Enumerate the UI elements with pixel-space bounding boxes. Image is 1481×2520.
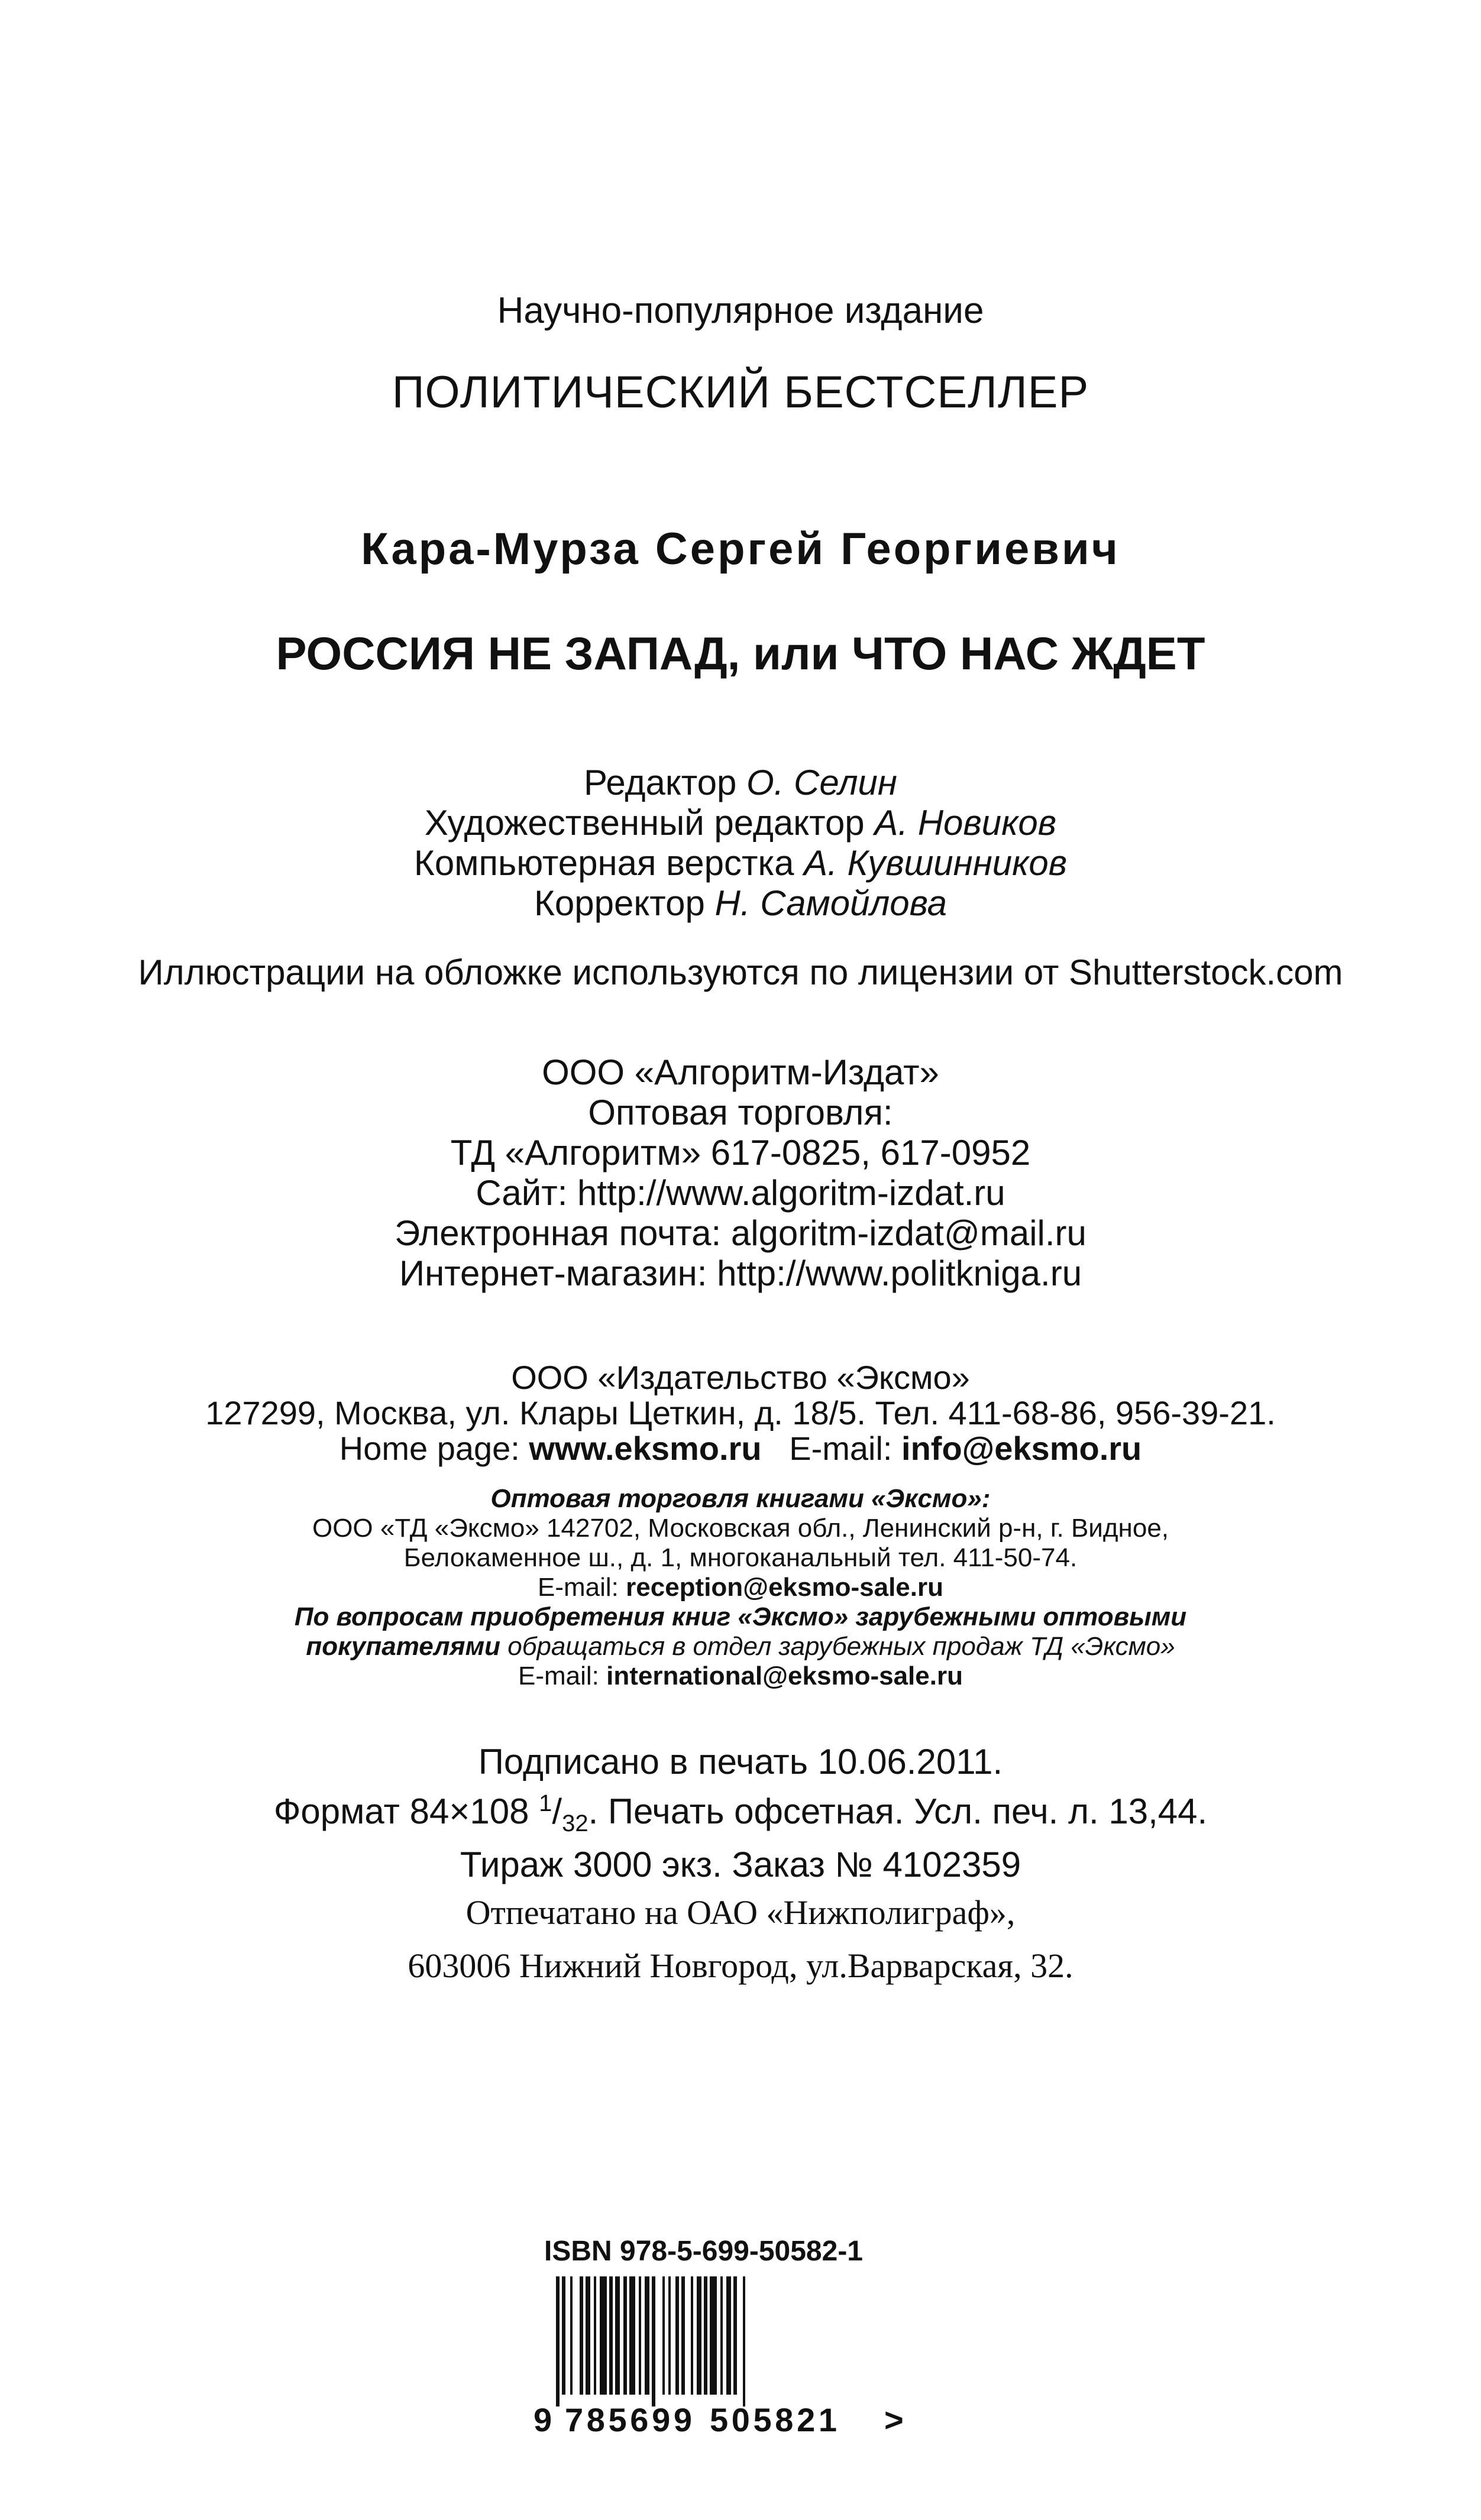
email-address: info@eksmo.ru [901, 1430, 1142, 1467]
barcode-bar [562, 2276, 565, 2395]
home-label: Home page: [339, 1430, 529, 1467]
email-address: international@eksmo-sale.ru [606, 1661, 963, 1690]
credit-person: А. Новиков [874, 803, 1057, 843]
fraction-den: 32 [562, 1810, 588, 1836]
foreign-email [0, 1661, 1481, 1691]
credit-person: А. Кувшинников [804, 843, 1068, 883]
home-url: www.eksmo.ru [529, 1430, 762, 1467]
credit-person: Н. Самойлова [714, 883, 948, 923]
signed-date: Подписано в печать 10.06.2011. [478, 1742, 1003, 1782]
printer-block [0, 1886, 1481, 1993]
algoritm-shop: Интернет-магазин: http://www.politkniga.ru [399, 1253, 1082, 1293]
barcode-end-marker: > [884, 2401, 904, 2436]
edition-type: Научно-популярное издание [497, 290, 984, 331]
algoritm-td: ТД «Алгоритм» 617-0825, 617-0952 [450, 1133, 1031, 1172]
barcode-bar [691, 2276, 693, 2395]
foreign-rest: обращаться в отдел зарубежных продаж ТД «Эксмо» [500, 1632, 1175, 1661]
foreign-block [0, 1602, 1481, 1691]
format-line: Формат 84×108 $^1/_{32}$. Печать офсетная. Усл. печ. л. 13,44. [273, 1790, 1208, 1836]
barcode-bar [594, 2276, 596, 2395]
email-label: E-mail: [518, 1661, 607, 1690]
eksmo-block [0, 1360, 1481, 1466]
algoritm-wholesale: Оптовая торговля: [588, 1093, 893, 1132]
barcode-bar [726, 2276, 731, 2395]
barcode-bar [629, 2276, 635, 2395]
barcode-bar [668, 2276, 671, 2395]
foreign-bold: покупателями [306, 1632, 500, 1661]
barcode-bar [600, 2276, 607, 2395]
algoritm-email: Электронная почта: algoritm-izdat@mail.ru [394, 1213, 1087, 1253]
trade-line-2: Белокаменное ш., д. 1, многоканальный тел. 411-50-74. [403, 1543, 1078, 1572]
author-name: Кара-Мурза Сергей Георгиевич [361, 524, 1120, 574]
credit-layout [0, 843, 1481, 883]
barcode-digit-first: 9 [533, 2401, 552, 2436]
credit-editor [0, 763, 1481, 803]
trade-block [0, 1484, 1481, 1602]
email-label: E-mail: [538, 1573, 626, 1602]
algoritm-site: Сайт: http://www.algoritm-izdat.ru [476, 1173, 1005, 1213]
credit-role: Редактор [584, 763, 737, 802]
print-run: Тираж 3000 экз. Заказ № 4102359 [460, 1845, 1021, 1884]
credit-person: О. Селин [746, 763, 897, 802]
credit-role: Художественный редактор [424, 803, 865, 843]
barcode-bar [570, 2276, 573, 2395]
barcode-icon [532, 2276, 911, 2436]
email-label: E-mail: [789, 1430, 902, 1467]
credit-role: Компьютерная верстка [413, 843, 794, 883]
credit-proofreader [0, 883, 1481, 924]
barcode [532, 2276, 911, 2436]
barcode-bar [662, 2276, 665, 2395]
printer-line-2: 603006 Нижний Новгород, ул.Варварская, 32. [408, 1946, 1073, 1985]
foreign-line-2 [0, 1632, 1481, 1661]
eksmo-company: ООО «Издательство «Эксмо» [511, 1359, 970, 1396]
algoritm-block [0, 1052, 1481, 1294]
barcode-bar [704, 2276, 707, 2395]
format-text-rest: . Печать офсетная. Усл. печ. л. 13,44. [588, 1792, 1208, 1831]
printer-line-1: Отпечатано на ОАО «Нижполиграф», [465, 1893, 1016, 1932]
barcode-bar [710, 2276, 717, 2395]
fraction-num: 1 [539, 1790, 552, 1816]
credits-block [0, 763, 1481, 924]
barcode-digits-right: 505821 [710, 2401, 837, 2436]
credit-role: Корректор [533, 883, 705, 923]
barcode-bar [681, 2276, 685, 2395]
book-title: РОССИЯ НЕ ЗАПАД, или ЧТО НАС ЖДЕТ [276, 627, 1205, 679]
series-title: ПОЛИТИЧЕСКИЙ БЕСТСЕЛЛЕР [392, 367, 1089, 417]
format-text: Формат 84×108 [273, 1792, 539, 1831]
barcode-bar [652, 2276, 655, 2406]
barcode-bar [743, 2276, 745, 2406]
illustrations-note: Иллюстрации на обложке используются по лицензии от Shutterstock.com [138, 953, 1343, 992]
eksmo-address: 127299, Москва, ул. Клары Цеткин, д. 18/5. Тел. 411-68-86, 956-39-21. [205, 1394, 1276, 1431]
algoritm-company: ООО «Алгоритм-Издат» [542, 1052, 939, 1092]
barcode-bar [556, 2276, 560, 2406]
trade-line-1: ООО «ТД «Эксмо» 142702, Московская обл., Ленинский р-н, г. Видное, [312, 1514, 1169, 1543]
isbn: ISBN 978-5-699-50582-1 [544, 2236, 863, 2267]
barcode-bar [733, 2276, 737, 2395]
barcode-bar [580, 2276, 583, 2395]
barcode-bar [720, 2276, 723, 2395]
barcode-bar [586, 2276, 590, 2395]
foreign-line-1: По вопросам приобретения книг «Эксмо» зарубежными оптовыми [294, 1602, 1187, 1631]
trade-heading: Оптовая торговля книгами «Эксмо»: [490, 1484, 991, 1513]
barcode-bar [609, 2276, 613, 2395]
barcode-digits-left: 785699 [565, 2401, 692, 2436]
barcode-bar [623, 2276, 627, 2395]
print-info-block [0, 1741, 1481, 1886]
email-address: reception@eksmo-sale.ru [626, 1573, 943, 1602]
barcode-bar [645, 2276, 649, 2395]
barcode-bar [615, 2276, 620, 2395]
credit-art-editor [0, 803, 1481, 843]
trade-email [0, 1573, 1481, 1602]
barcode-bar [639, 2276, 641, 2395]
eksmo-contacts [0, 1431, 1481, 1466]
barcode-bar [675, 2276, 679, 2395]
barcode-bar [697, 2276, 701, 2395]
